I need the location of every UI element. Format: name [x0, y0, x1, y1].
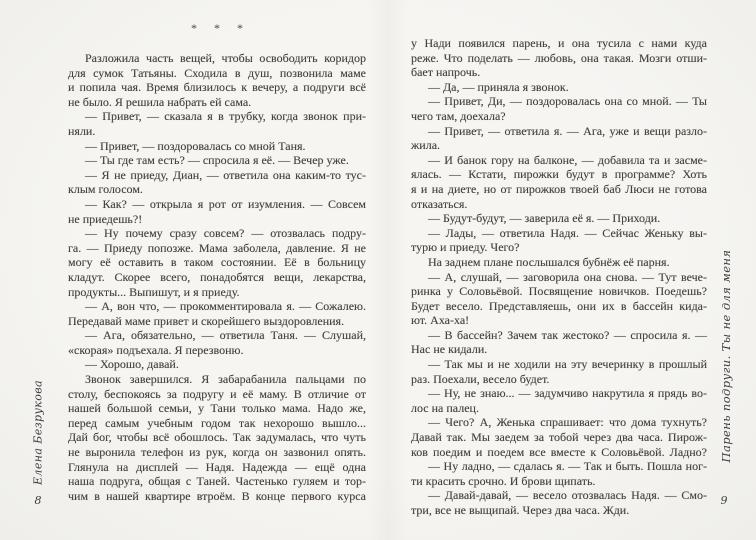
book-title-margin-text: Парень подруги. Ты не для меня: [719, 249, 733, 463]
right-page-text: [411, 36, 707, 518]
text-line: — Привет, Ди, — поздоровалась она со мной. — Ты: [428, 94, 707, 109]
text-line: — Я не приеду, Диан, — ответила она каким-то тус-: [85, 167, 366, 182]
text-line: чего там, доехала?: [411, 108, 506, 123]
right-page-number: 9: [720, 494, 728, 507]
text-line: лос на палец.: [411, 400, 479, 415]
text-line: продукты... Выпишут, и я приеду.: [68, 284, 240, 299]
text-line: Разложила часть вещей, чтобы освободить коридор: [85, 51, 366, 65]
text-line: перед самым учебным годом так нехорошо вышло...: [68, 415, 366, 430]
text-line: Давай так. Мы заедем за тобой через два часа. Пирож-: [411, 430, 707, 445]
text-line: Звонок завершился. Я забарабанила пальцами по: [85, 372, 366, 387]
text-line: раз. Поехали, весело будет.: [411, 371, 550, 386]
author-margin-text: Елена Безрукова: [31, 380, 45, 486]
text-line: чим в нашей квартире втроём. В конце первого курса: [68, 488, 366, 503]
text-line: — Давай-давай, — весело отозвалась Надя. — Смо-: [428, 488, 707, 503]
text-line: жила.: [411, 138, 441, 153]
text-line: три, все не выщипай. Через два часа. Жди.: [411, 503, 630, 517]
text-line: — Да, — приняла я звонок.: [428, 79, 569, 94]
text-line: «скорая» подъехала. Я перезвоню.: [68, 342, 244, 357]
text-line: — А, вон что, — прокомментировала я. — Сожалею.: [85, 299, 366, 314]
text-line: На заднем плане послышался бубнёж её парня.: [428, 254, 670, 269]
text-line: — Так мы и не ходили на эту вечеринку в прошлый: [428, 357, 707, 372]
text-line: реже. Что поделать — любовь, она такая. Мозги отши-: [411, 50, 707, 65]
text-line: ков поедим и поедем все вместе к Соловьёвой. Ладно?: [411, 444, 707, 459]
text-line: няли.: [68, 123, 96, 138]
section-break-ornament: * * *: [191, 21, 250, 35]
text-line: — Хорошо, давай.: [85, 357, 179, 372]
text-line: — Ага, обязательно, — ответила Таня. — Слушай,: [85, 328, 366, 343]
text-line: ти красить срочно. И брови щипать.: [411, 473, 596, 488]
text-line: — Ну почему сразу совсем? — отозвалась подру-: [85, 226, 366, 241]
text-line: клым голосом.: [68, 182, 143, 197]
text-line: у Нади появился парень, и она тусила с нами куда: [411, 36, 707, 50]
text-line: — Привет, — ответила я. — Ага, уже и вещи разло-: [428, 123, 707, 138]
text-line: я и на диете, но от пирожков твоей баб Люси не готова: [411, 181, 707, 196]
text-line: — Как? — открыла я рот от изумления. — Совсем: [85, 196, 366, 211]
text-line: не выронила телефон из рук, когда он зазвонил опять.: [68, 445, 366, 460]
text-line: Будет весело. Представляешь, они их в бассейн кида-: [411, 298, 707, 313]
text-line: — Лады, — ответила Надя. — Сейчас Женьку вы-: [428, 225, 707, 240]
left-page-text: [68, 51, 366, 503]
text-line: — Ну ладно, — сдалась я. — Так и быть. Пошла ног-: [428, 459, 707, 474]
text-line: ют. Аха-ха!: [411, 313, 470, 328]
text-line: бает напрочь.: [411, 65, 481, 80]
text-line: ринка у Соловьёвой. Посвящение новичков. Поедешь?: [411, 284, 707, 299]
text-line: га. — Приеду попозже. Мама заболела, давление. Я не: [68, 240, 366, 255]
text-line: и попила чая. Время близилось к вечеру, а подруги всё: [68, 80, 366, 95]
text-line: — Чего? А, Женька спрашивает: что дома тухнуть?: [428, 415, 707, 430]
text-line: — А, слушай, — заговорила она снова. — Тут вече-: [428, 269, 707, 284]
text-line: — И банок гору на балконе, — добавила та и засме-: [428, 152, 707, 167]
text-line: — Привет, — сказала я в трубку, когда звонок при-: [85, 109, 366, 124]
text-line: турю и приеду. Чего?: [411, 240, 520, 255]
text-line: ялась. — Кстати, пирожки будут в программе? Хоть: [411, 167, 707, 182]
text-line: кладут. Скорее всего, понадобятся вещи, лекарства,: [68, 269, 366, 284]
text-line: Передавай маме привет и скорейшего выздоровления.: [68, 313, 345, 328]
text-line: столу, беспокоясь за подругу и её маму. В отличие от: [68, 386, 366, 401]
text-line: наша подруга, общая с Таней. Частенько гуляем и тор-: [68, 474, 366, 489]
text-line: Дай бог, чтобы всё обошлось. Так задумалась, что чуть: [68, 430, 366, 445]
text-line: — В бассейн? Зачем так жестоко? — спросила я. —: [428, 327, 707, 342]
text-line: Нас не кидали.: [411, 342, 488, 357]
page-gutter-shadow: [368, 0, 408, 540]
text-line: не приедешь?!: [68, 211, 143, 226]
text-line: для сумок Татьяны. Сходила в душ, позвонила маме: [68, 65, 366, 80]
left-page-number: 8: [34, 494, 42, 507]
text-line: нашей большой семьи, у Тани только мама. Надо же,: [68, 401, 366, 416]
text-line: не было. Я решила набрать ей сама.: [68, 94, 252, 109]
text-line: — Ну, не знаю... — задумчиво накрутила я прядь во-: [428, 386, 707, 401]
text-line: Глянула на дисплей — Надя. Надежда — ещё одна: [68, 459, 366, 474]
text-line: отказаться.: [411, 196, 468, 211]
text-line: — Ты где там есть? — спросила я её. — Вечер уже.: [85, 153, 349, 168]
text-line: — Привет, — поздоровалась со мной Таня.: [85, 138, 306, 153]
text-line: могу её оставить в таком состоянии. Её в больницу: [68, 255, 366, 270]
text-line: — Будут-будут, — заверила её я. — Приходи.: [428, 211, 661, 226]
